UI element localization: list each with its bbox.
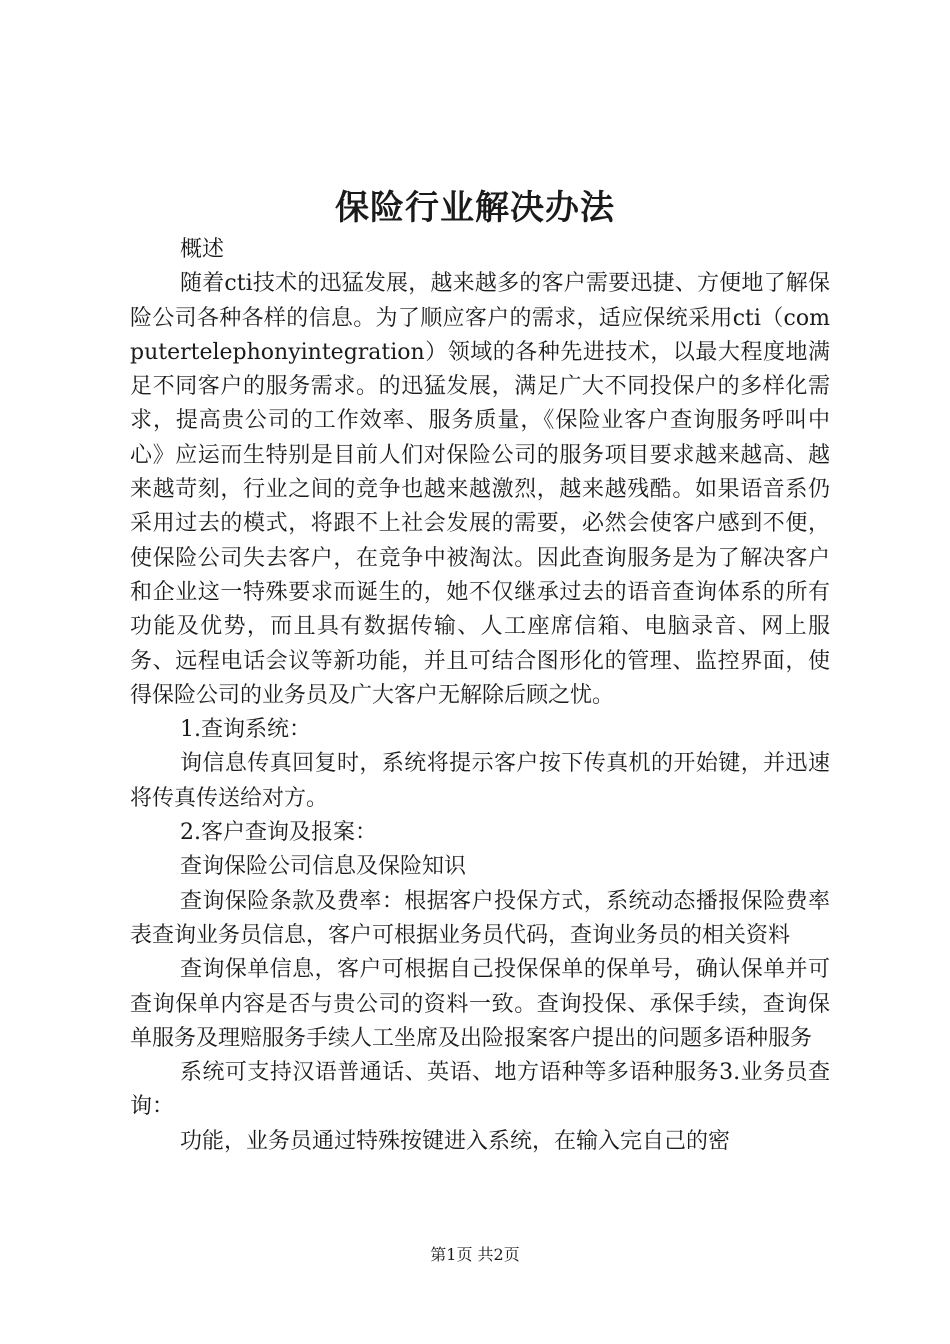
paragraph: 查询保单信息，客户可根据自己投保保单的保单号，确认保单并可查询保单内容是否与贵公司的资料一致。查询投保、承保手续，查询保单服务及理赔服务手续人工坐席及出险报案客户提出的问题多语种服务: [130, 957, 830, 1051]
paragraph: 查询保险条款及费率：根据客户投保方式，系统动态播报保险费率表查询业务员信息，客户可根据业务员代码，查询业务员的相关资料: [130, 888, 830, 948]
document-title: 保险行业解决办法: [335, 188, 615, 228]
page-footer: 第1页 共2页: [430, 1245, 520, 1264]
paragraph: 2.客户查询及报案：: [180, 820, 377, 846]
paragraph: 1.查询系统：: [180, 717, 311, 743]
paragraph: 概述: [180, 237, 225, 262]
paragraph: 询信息传真回复时，系统将提示客户按下传真机的开始键，并迅速将传真传送给对方。: [130, 751, 830, 811]
paragraph: 功能，业务员通过特殊按键进入系统，在输入完自己的密: [180, 1128, 731, 1154]
paragraph: 系统可支持汉语普通话、英语、地方语种等多语种服务3.业务员查询：: [130, 1060, 830, 1120]
paragraph: 随着cti技术的迅猛发展，越来越多的客户需要迅捷、方便地了解保险公司各种各样的信息。为了顺应客户的需求，适应保统采用cti（computertelephonyintegration）领域的各种先进技术，以最大程度地满足不同客户的服务需求。的迅猛发展，满足广大不同投保户的多样化需求，提高贵公司的工作效率、服务质量，《保险业客户查询服务呼叫中心》应运而生特别是目前人们对保险公司的服务项目要求越来越高、越来越苛刻，行业之间的竞争也越来越激烈，越来越残酷。如果语音系仍采用过去的模式，将跟不上社会发展的需要，必然会使客户感到不便，使保险公司失去客户，在竞争中被淘汰。因此查询服务是为了解决客户和企业这一特殊要求而诞生的，她不仅继承过去的语音查询体系的所有功能及优势，而且具有数据传输、人工座席信箱、电脑录音、网上服务、远程电话会议等新功能，并且可结合图形化的管理、监控界面，使得保险公司的业务员及广大客户无解除后顾之忧。: [130, 271, 830, 708]
document-body: [130, 233, 830, 1159]
paragraph: 查询保险公司信息及保险知识: [180, 854, 467, 880]
